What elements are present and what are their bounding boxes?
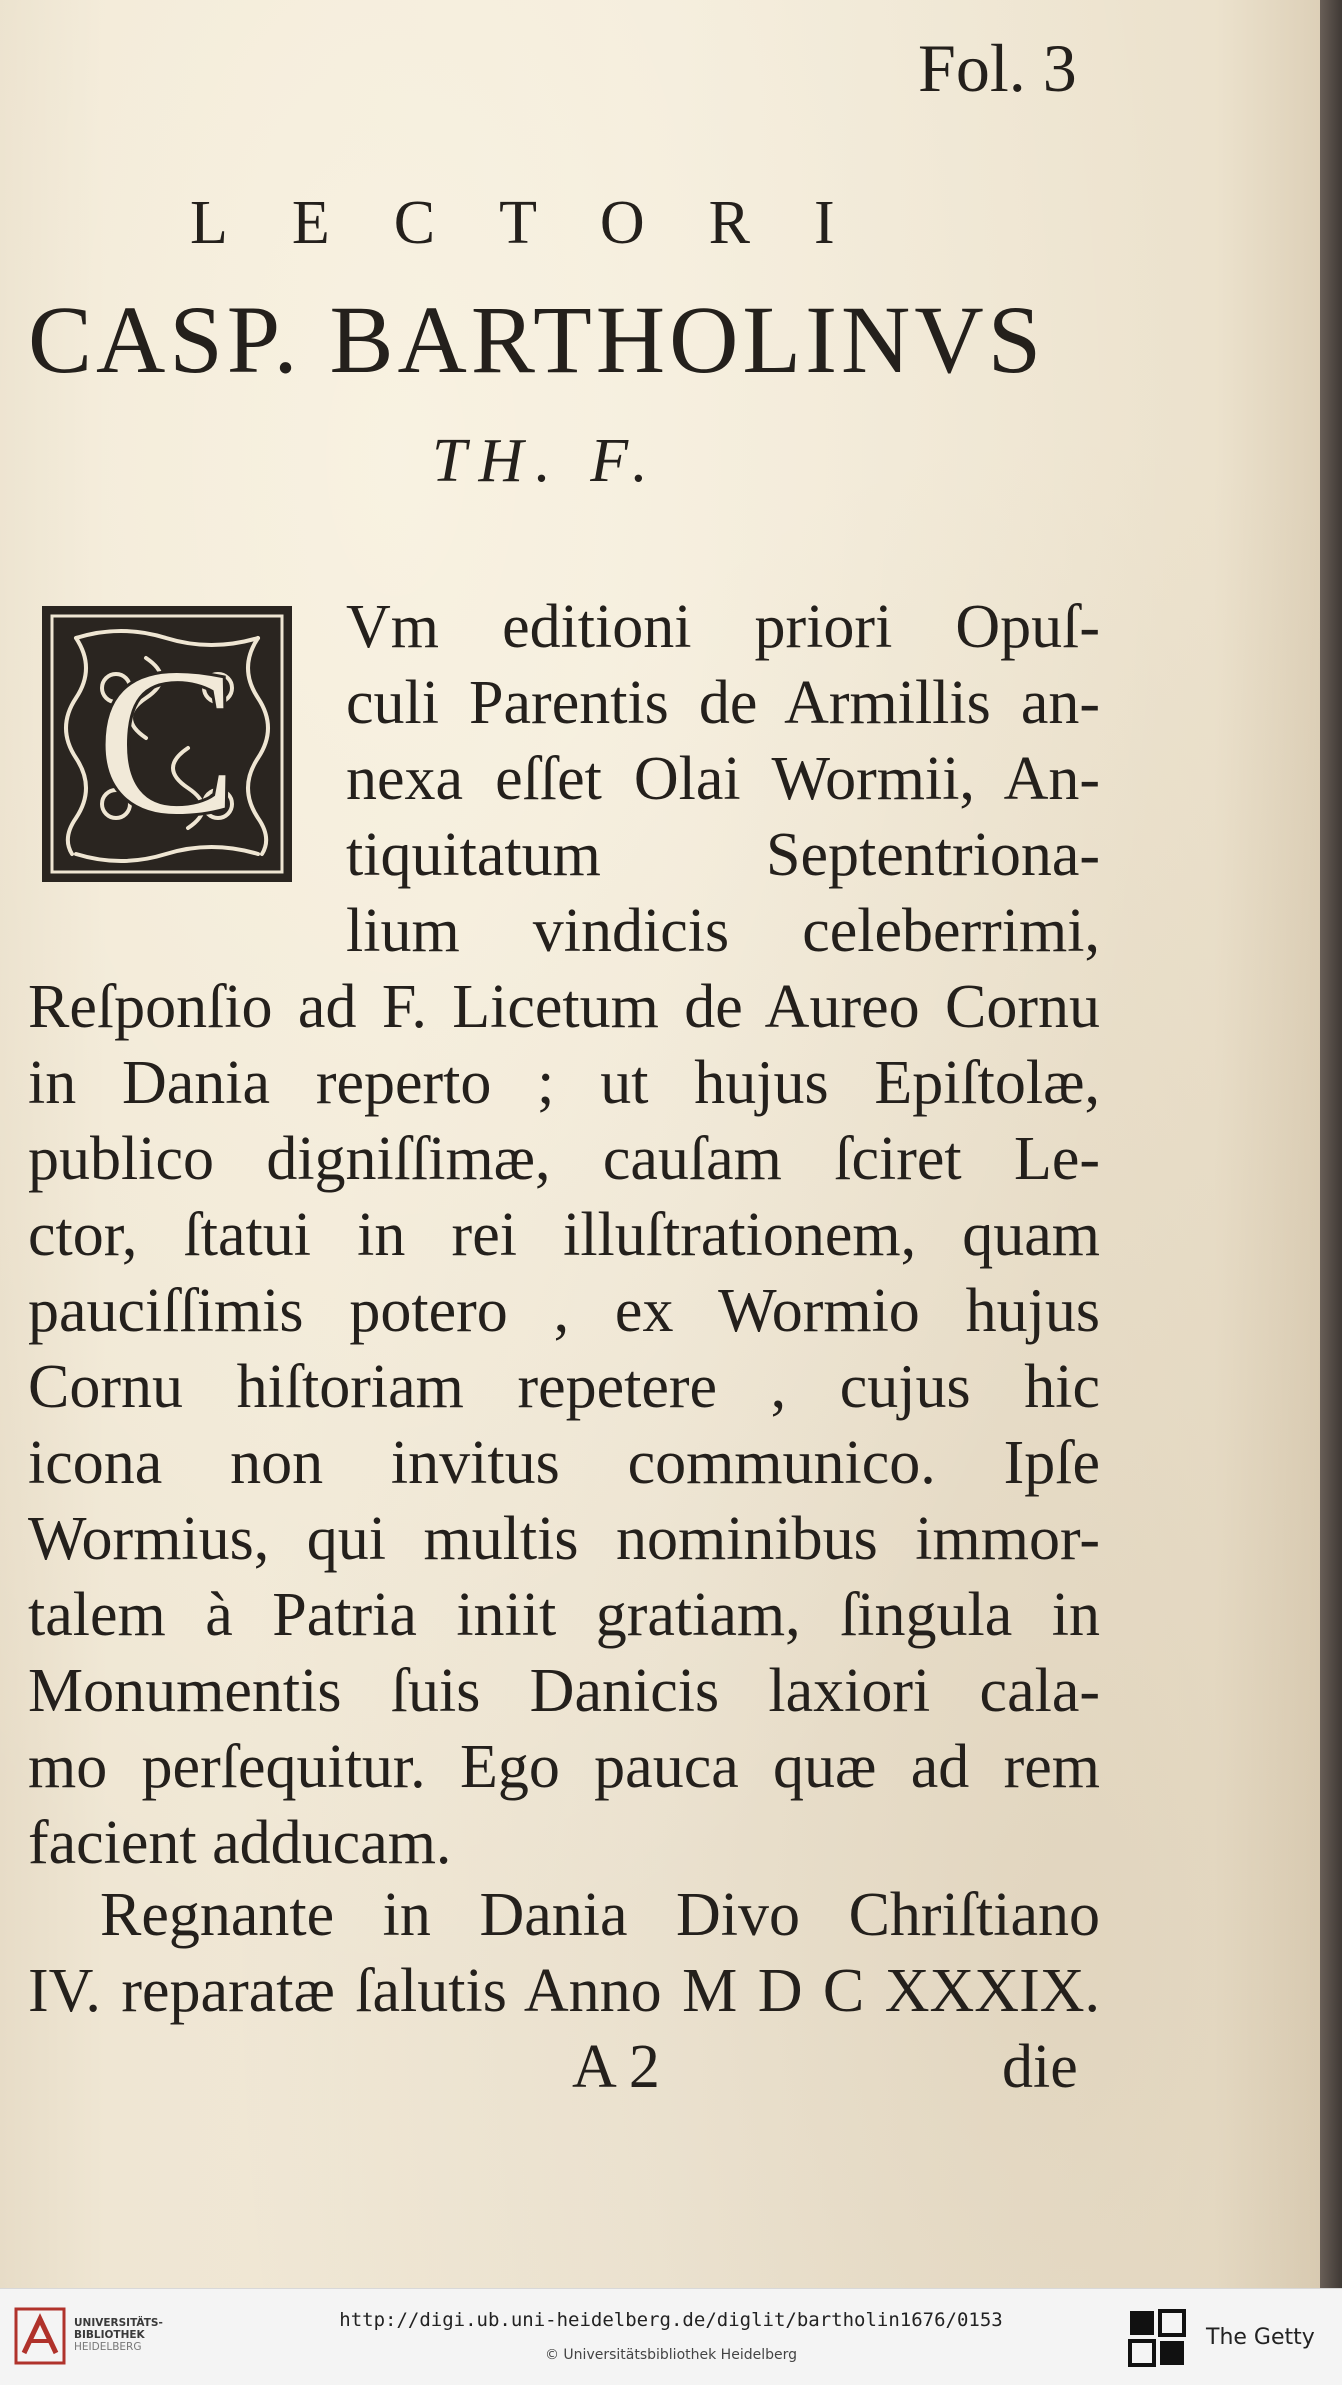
text-line: ctor, ſtatui in rei illuſtrationem, quam — [28, 1201, 1100, 1269]
library-name-line: UNIVERSITÄTS- — [74, 2317, 163, 2329]
folio-number: Fol. 3 — [918, 30, 1077, 106]
permalink-url[interactable]: http://digi.ub.uni-heidelberg.de/diglit/bartholin1676/0153 — [339, 2309, 1003, 2331]
text-line: IV. reparatæ ſalutis Anno M D C XXXIX. — [28, 1957, 1100, 2025]
decorated-initial — [36, 598, 298, 888]
initial-letter: C — [96, 626, 238, 858]
text-line: pauciſſimis potero , ex Wormio hujus — [28, 1277, 1100, 1345]
text-line: Wormius, qui multis nominibus immor- — [28, 1505, 1100, 1573]
text-line: culi Parentis de Armillis an- — [346, 669, 1100, 737]
text-line: nexa eſſet Olai Wormii, An- — [346, 745, 1100, 813]
library-name-line: BIBLIOTHEK — [74, 2329, 145, 2342]
text-line: mo perſequitur. Ego pauca quæ ad rem — [28, 1733, 1100, 1801]
text-line: facient adducam. — [28, 1809, 452, 1877]
text-line: talem à Patria iniit gratiam, ſingula in — [28, 1581, 1100, 1649]
heading-lectori: LECTORI — [190, 189, 899, 257]
ornament-initial-c-icon — [36, 598, 298, 888]
catchword: die — [1002, 2033, 1078, 2101]
text-line: tiquitatum Septentriona- — [346, 821, 1100, 889]
text-line: Reſponſio ad F. Licetum de Aureo Cornu — [28, 973, 1100, 1041]
text-line: Cornu hiſtoriam repetere , cujus hic — [28, 1353, 1100, 1421]
text-line: Regnante in Dania Divo Chriſtiano — [100, 1881, 1100, 1949]
getty-logo-icon — [1128, 2309, 1186, 2367]
text-line: Vm editioni priori Opuſ- — [346, 593, 1100, 661]
viewer-footer — [0, 2288, 1342, 2385]
text-line: lium vindicis celeberrimi, — [346, 897, 1100, 965]
text-line: Monumentis ſuis Danicis laxiori cala- — [28, 1657, 1100, 1725]
signature-mark: A 2 — [572, 2033, 660, 2101]
scan-edge — [1318, 0, 1342, 2288]
text-line: in Dania reperto ; ut hujus Epiſtolæ, — [28, 1049, 1100, 1117]
copyright-notice: © Universitätsbibliothek Heidelberg — [544, 2347, 797, 2363]
library-name-line: HEIDELBERG — [74, 2341, 142, 2354]
text-line: publico digniſſimæ, cauſam ſciret Le- — [28, 1125, 1100, 1193]
text-line: icona non invitus communico. Ipſe — [28, 1429, 1100, 1497]
heading-filiation: TH. F. — [432, 427, 660, 495]
heading-author: CASP. BARTHOLINVS — [28, 286, 1046, 393]
getty-label[interactable]: The Getty — [1206, 2325, 1315, 2350]
